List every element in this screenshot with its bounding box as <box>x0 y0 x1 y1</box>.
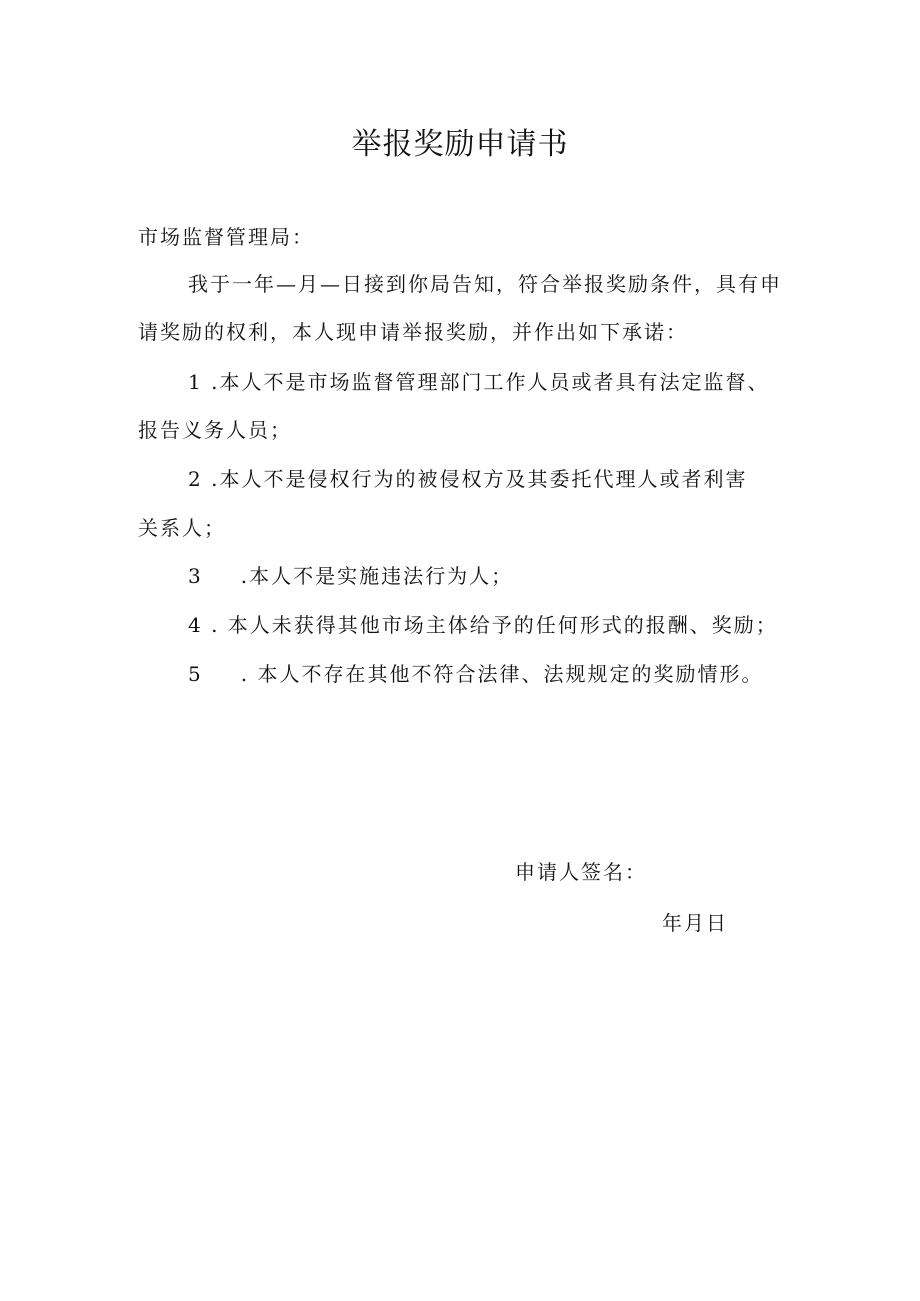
intro-line-1: 我于一年—月—日接到你局告知，符合举报奖励条件，具有申 <box>188 272 782 296</box>
commitment-item-3-number: 3 <box>188 564 203 588</box>
signature-date-label: 年月日 <box>662 911 728 935</box>
signature-label: 申请人签名： <box>515 860 647 884</box>
commitment-item-3-text: .本人不是实施违法行为人； <box>240 564 514 588</box>
commitment-item-4: 4 . 本人未获得其他市场主体给予的任何形式的报酬、奖励； <box>188 613 778 637</box>
commitment-item-3 <box>188 560 513 592</box>
commitment-item-5 <box>188 658 763 690</box>
commitment-item-1-line-1: 1 .本人不是市场监督管理部门工作人员或者具有法定监督、 <box>188 370 770 394</box>
commitment-item-5-text: . 本人不存在其他不符合法律、法规规定的奖励情形。 <box>240 662 764 686</box>
commitment-item-1-line-2: 报告义务人员； <box>138 418 292 442</box>
commitment-item-2-line-1: 2 .本人不是侵权行为的被侵权方及其委托代理人或者利害 <box>188 467 748 491</box>
intro-line-2: 请奖励的权利，本人现申请举报奖励，并作出如下承诺： <box>138 320 688 344</box>
document-title: 举报奖励申请书 <box>351 127 569 162</box>
commitment-item-5-number: 5 <box>188 662 203 686</box>
addressee: 市场监督管理局： <box>138 225 314 249</box>
commitment-item-2-line-2: 关系人； <box>138 516 226 540</box>
